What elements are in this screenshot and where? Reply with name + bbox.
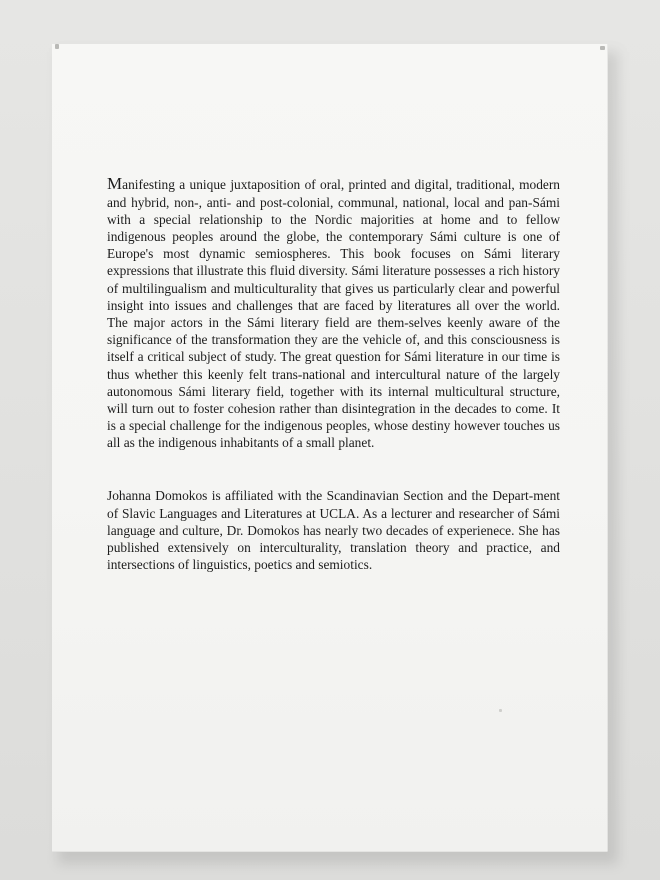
cover-speck xyxy=(499,709,502,712)
book-description: Manifesting a unique juxtaposition of oral, printed and digital, traditional, modern and hybrid, non-, anti- and post-colonial, communal, national, local and pan-Sámi with a special relationship to the Nordic majorities at home and to fellow indigenous peoples around the globe, the contemporary Sámi culture is one of Europe's most dynamic semiospheres. This book focuses on Sámi literary expressions that illustrate this fluid diversity. Sámi literature possesses a rich history of multilingualism and multiculturality that gives us particularly clear and powerful insight into issues and challenges that are faced by literatures all over the world. The major actors in the Sámi literary field are them-selves keenly aware of the significance of the transformation they are the vehicle of, and this consciousness is itself a critical subject of study. The great question for Sámi literature in our time is thus whether this keenly felt trans-national and intercultural nature of the largely autonomous Sámi literary field, together with its internal multicultural structure, will turn out to foster cohesion rather than disintegration in the decades to come. It is a special challenge for the indigenous peoples, whose destiny however touches us all as the indigenous inhabitants of a small planet. xyxy=(107,174,560,451)
cover-speck xyxy=(55,44,59,49)
cover-speck xyxy=(600,46,605,50)
author-bio: Johanna Domokos is affiliated with the Scandinavian Section and the Depart-ment of Slavic Languages and Literatures at UCLA. As a lecturer and researcher of Sámi language and culture, Dr. Domokos has nearly two decades of experienece. She has published extensively on interculturality, translation theory and practice, and intersections of linguistics, poetics and semiotics. xyxy=(107,488,560,573)
